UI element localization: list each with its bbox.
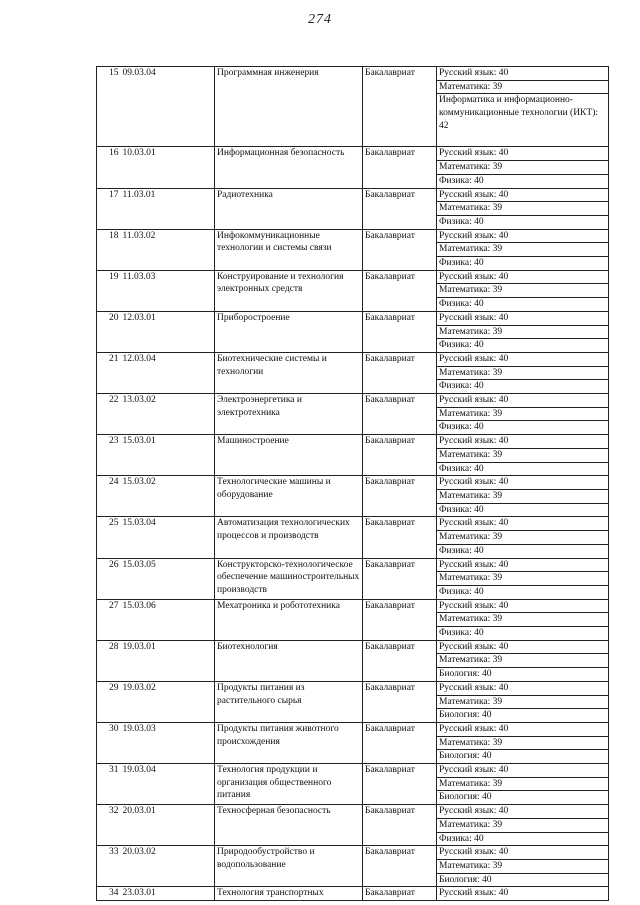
specialty-name: Природообустройство и водопользование <box>215 846 363 887</box>
exam-requirement: Физика: 40 <box>437 215 609 229</box>
exam-requirement: Математика: 39 <box>437 202 609 216</box>
row-number: 24 <box>97 476 121 517</box>
specialty-code: 12.03.01 <box>121 311 215 352</box>
exam-requirement: Физика: 40 <box>437 339 609 353</box>
exam-requirement: Русский язык: 40 <box>437 352 609 366</box>
exam-requirement: Математика: 39 <box>437 366 609 380</box>
exam-requirement: Математика: 39 <box>437 695 609 709</box>
exam-requirement: Русский язык: 40 <box>437 67 609 81</box>
specialty-code: 13.03.02 <box>121 394 215 435</box>
exam-requirement: Физика: 40 <box>437 503 609 517</box>
specialty-code: 11.03.03 <box>121 270 215 311</box>
row-number: 32 <box>97 805 121 846</box>
exam-requirement: Информатика и информационно-коммуникационные технологии (ИКТ): 42 <box>437 94 609 147</box>
specialty-code: 11.03.02 <box>121 229 215 270</box>
exam-requirement: Математика: 39 <box>437 448 609 462</box>
row-number: 29 <box>97 681 121 722</box>
exam-requirement: Физика: 40 <box>437 627 609 641</box>
table-row <box>97 352 609 366</box>
exam-requirement: Русский язык: 40 <box>437 805 609 819</box>
exam-requirement: Физика: 40 <box>437 832 609 846</box>
exam-requirement: Физика: 40 <box>437 462 609 476</box>
row-number: 22 <box>97 394 121 435</box>
education-level: Бакалавриат <box>363 681 437 722</box>
table-row <box>97 846 609 860</box>
exam-requirement: Физика: 40 <box>437 544 609 558</box>
specialty-code: 15.03.04 <box>121 517 215 558</box>
specialty-name: Конструирование и технология электронных средств <box>215 270 363 311</box>
exam-requirement: Биология: 40 <box>437 791 609 805</box>
specialty-name: Технология продукции и организация общественного питания <box>215 764 363 805</box>
row-number: 26 <box>97 558 121 599</box>
education-level: Бакалавриат <box>363 394 437 435</box>
specialty-name: Радиотехника <box>215 188 363 229</box>
specialty-code: 15.03.05 <box>121 558 215 599</box>
row-number: 18 <box>97 229 121 270</box>
table-row <box>97 394 609 408</box>
row-number: 20 <box>97 311 121 352</box>
education-level: Бакалавриат <box>363 599 437 640</box>
table-row <box>97 229 609 243</box>
specialty-code: 23.03.01 <box>121 887 215 901</box>
specialty-name: Автоматизация технологических процессов и производств <box>215 517 363 558</box>
row-number: 28 <box>97 640 121 681</box>
exam-requirement: Математика: 39 <box>437 284 609 298</box>
specialty-code: 15.03.06 <box>121 599 215 640</box>
admission-table <box>96 66 609 901</box>
exam-requirement: Русский язык: 40 <box>437 846 609 860</box>
specialty-name: Продукты питания животного происхождения <box>215 722 363 763</box>
exam-requirement: Русский язык: 40 <box>437 476 609 490</box>
specialty-name: Конструкторско-технологическое обеспечение машиностроительных производств <box>215 558 363 599</box>
exam-requirement: Математика: 39 <box>437 777 609 791</box>
exam-requirement: Математика: 39 <box>437 407 609 421</box>
exam-requirement: Математика: 39 <box>437 818 609 832</box>
specialty-code: 15.03.01 <box>121 435 215 476</box>
exam-requirement: Математика: 39 <box>437 613 609 627</box>
specialty-code: 19.03.03 <box>121 722 215 763</box>
row-number: 21 <box>97 352 121 393</box>
specialty-name: Биотехнология <box>215 640 363 681</box>
exam-requirement: Русский язык: 40 <box>437 188 609 202</box>
table-row <box>97 517 609 531</box>
row-number: 33 <box>97 846 121 887</box>
table-row <box>97 640 609 654</box>
exam-requirement: Биология: 40 <box>437 873 609 887</box>
exam-requirement: Математика: 39 <box>437 572 609 586</box>
specialty-name: Инфокоммуникационные технологии и системы связи <box>215 229 363 270</box>
exam-requirement: Русский язык: 40 <box>437 394 609 408</box>
exam-requirement: Русский язык: 40 <box>437 722 609 736</box>
specialty-code: 19.03.02 <box>121 681 215 722</box>
exam-requirement: Русский язык: 40 <box>437 887 609 901</box>
exam-requirement: Физика: 40 <box>437 298 609 312</box>
table-row <box>97 722 609 736</box>
table-row <box>97 599 609 613</box>
specialty-code: 11.03.01 <box>121 188 215 229</box>
exam-requirement: Физика: 40 <box>437 380 609 394</box>
exam-requirement: Физика: 40 <box>437 174 609 188</box>
education-level: Бакалавриат <box>363 517 437 558</box>
specialty-code: 09.03.04 <box>121 67 215 147</box>
row-number: 25 <box>97 517 121 558</box>
exam-requirement: Биология: 40 <box>437 668 609 682</box>
exam-requirement: Русский язык: 40 <box>437 229 609 243</box>
education-level: Бакалавриат <box>363 270 437 311</box>
specialty-name: Техносферная безопасность <box>215 805 363 846</box>
specialty-name: Программная инженерия <box>215 67 363 147</box>
education-level: Бакалавриат <box>363 476 437 517</box>
specialty-name: Биотехнические системы и технологии <box>215 352 363 393</box>
education-level: Бакалавриат <box>363 558 437 599</box>
table-row <box>97 188 609 202</box>
table-row <box>97 681 609 695</box>
exam-requirement: Математика: 39 <box>437 489 609 503</box>
table-row <box>97 270 609 284</box>
table-row <box>97 887 609 901</box>
row-number: 34 <box>97 887 121 901</box>
exam-requirement: Физика: 40 <box>437 257 609 271</box>
page-number: 274 <box>308 12 332 27</box>
table-row <box>97 435 609 449</box>
exam-requirement: Математика: 39 <box>437 531 609 545</box>
exam-requirement: Русский язык: 40 <box>437 640 609 654</box>
table-row <box>97 558 609 572</box>
exam-requirement: Математика: 39 <box>437 654 609 668</box>
exam-requirement: Математика: 39 <box>437 325 609 339</box>
exam-requirement: Физика: 40 <box>437 421 609 435</box>
row-number: 31 <box>97 764 121 805</box>
specialty-code: 10.03.01 <box>121 147 215 188</box>
specialty-name: Технология транспортных <box>215 887 363 901</box>
specialty-name: Приборостроение <box>215 311 363 352</box>
education-level: Бакалавриат <box>363 435 437 476</box>
table-row <box>97 805 609 819</box>
exam-requirement: Русский язык: 40 <box>437 147 609 161</box>
row-number: 19 <box>97 270 121 311</box>
exam-requirement: Математика: 39 <box>437 859 609 873</box>
row-number: 17 <box>97 188 121 229</box>
education-level: Бакалавриат <box>363 722 437 763</box>
specialty-code: 15.03.02 <box>121 476 215 517</box>
row-number: 30 <box>97 722 121 763</box>
specialty-name: Электроэнергетика и электротехника <box>215 394 363 435</box>
specialty-code: 20.03.02 <box>121 846 215 887</box>
exam-requirement: Русский язык: 40 <box>437 435 609 449</box>
specialty-code: 19.03.01 <box>121 640 215 681</box>
education-level: Бакалавриат <box>363 352 437 393</box>
education-level: Бакалавриат <box>363 764 437 805</box>
specialty-code: 19.03.04 <box>121 764 215 805</box>
education-level: Бакалавриат <box>363 846 437 887</box>
specialty-name: Технологические машины и оборудование <box>215 476 363 517</box>
education-level: Бакалавриат <box>363 805 437 846</box>
education-level: Бакалавриат <box>363 640 437 681</box>
row-number: 15 <box>97 67 121 147</box>
exam-requirement: Русский язык: 40 <box>437 270 609 284</box>
row-number: 23 <box>97 435 121 476</box>
exam-requirement: Русский язык: 40 <box>437 517 609 531</box>
exam-requirement: Русский язык: 40 <box>437 764 609 778</box>
exam-requirement: Русский язык: 40 <box>437 558 609 572</box>
specialty-code: 12.03.04 <box>121 352 215 393</box>
exam-requirement: Русский язык: 40 <box>437 311 609 325</box>
specialty-name: Продукты питания из растительного сырья <box>215 681 363 722</box>
row-number: 16 <box>97 147 121 188</box>
education-level: Бакалавриат <box>363 229 437 270</box>
exam-requirement: Математика: 39 <box>437 161 609 175</box>
exam-requirement: Физика: 40 <box>437 585 609 599</box>
exam-requirement: Русский язык: 40 <box>437 599 609 613</box>
table-row <box>97 764 609 778</box>
table-row <box>97 147 609 161</box>
specialty-name: Информационная безопасность <box>215 147 363 188</box>
exam-requirement: Биология: 40 <box>437 709 609 723</box>
specialty-name: Машиностроение <box>215 435 363 476</box>
row-number: 27 <box>97 599 121 640</box>
table-body <box>97 67 609 901</box>
education-level: Бакалавриат <box>363 147 437 188</box>
exam-requirement: Математика: 39 <box>437 736 609 750</box>
exam-requirement: Математика: 39 <box>437 243 609 257</box>
specialty-code: 20.03.01 <box>121 805 215 846</box>
table-row <box>97 311 609 325</box>
education-level: Бакалавриат <box>363 67 437 147</box>
table-row <box>97 67 609 81</box>
exam-requirement: Математика: 39 <box>437 80 609 94</box>
education-level: Бакалавриат <box>363 188 437 229</box>
table-row <box>97 476 609 490</box>
education-level: Бакалавриат <box>363 311 437 352</box>
exam-requirement: Русский язык: 40 <box>437 681 609 695</box>
education-level: Бакалавриат <box>363 887 437 901</box>
specialty-name: Мехатроника и робототехника <box>215 599 363 640</box>
exam-requirement: Биология: 40 <box>437 750 609 764</box>
